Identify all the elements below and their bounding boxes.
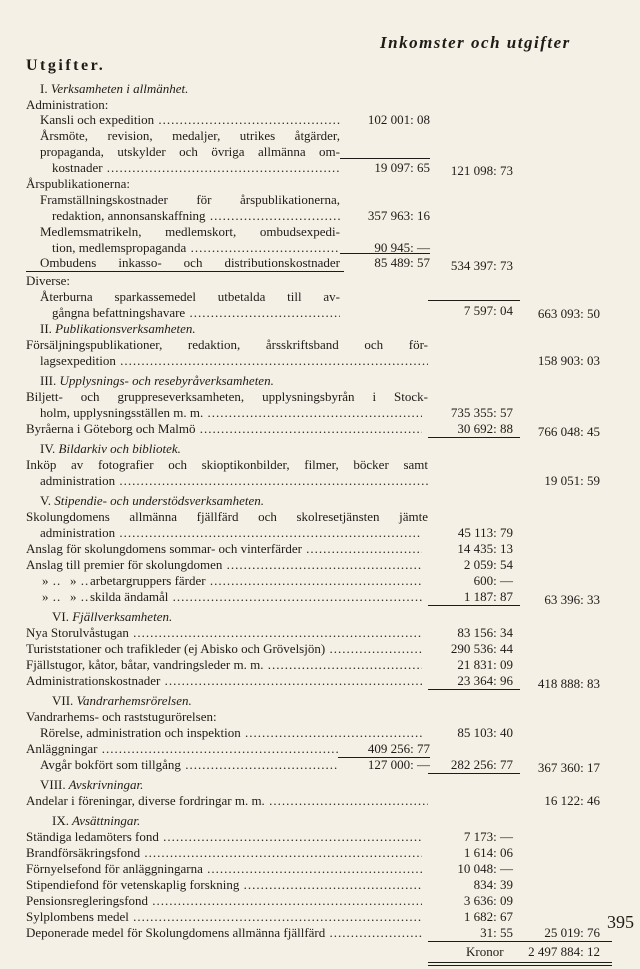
subheading-arspub: Årspublikationerna: [26, 176, 130, 191]
row-IX-1: Brandförsäkringsfond ..... 1 614: 06 [0, 845, 640, 861]
amount: 834: 39 [473, 877, 513, 892]
amount: 31: 55 [480, 925, 513, 940]
row-II-line2: lagsexpedition ..... 158 903: 03 [0, 353, 640, 369]
row-framst-line2: redaktion, annonsanskaffning ..... 357 963: 16 [0, 208, 640, 224]
rule [26, 271, 344, 272]
heading-V: V. Stipendie- och understödsverksamheten. [40, 493, 264, 508]
rule [428, 941, 612, 942]
grand-total-amount: 2 497 884: 12 [528, 944, 600, 959]
amount: 600: — [473, 573, 513, 588]
row-aterburna-line1: Återburna sparkassemedel utbetalda till av- [40, 289, 340, 304]
amount: 409 256: 77 [367, 741, 430, 756]
section-title: Utgifter. [26, 57, 106, 74]
amount: 2 059: 54 [463, 557, 513, 572]
row-arsmote-line2: propaganda, utskylder och övriga allmänna om- [40, 144, 340, 159]
row-nya: Nya Storulvåstugan ..... 83 156: 34 [0, 625, 640, 641]
row-arsmote-line1: Årsmöte, revision, medaljer, utrikes åtgärder, [40, 128, 340, 143]
amount: 14 435: 13 [457, 541, 513, 556]
total: 19 051: 59 [544, 473, 600, 488]
row-anslag2: Anslag till premier för skolungdomen ..... 2 059: 54 [0, 557, 640, 573]
heading-II: II. Publikationsverksamheten. [40, 321, 196, 336]
row-II-line1: Försäljningspublikationer, redaktion, årsskriftsband och för- [26, 337, 428, 352]
rule [428, 689, 520, 690]
grand-total-label: Kronor [466, 944, 504, 959]
row-kansli: Kansli och expedition ..... 102 001: 08 [0, 112, 640, 128]
total: 63 396: 33 [544, 592, 600, 607]
amount: 10 048: — [457, 861, 513, 876]
row-IX-3: Stipendiefond för vetenskaplig forskning ..... 834: 39 [0, 877, 640, 893]
subheading-vandrarhem: Vandrarhems- och raststugurörelsen: [26, 709, 217, 724]
page-number: 395 [607, 912, 634, 932]
net: 282 256: 77 [450, 757, 513, 772]
amount: 127 000: — [367, 757, 430, 772]
row-byraerna: Byråerna i Göteborg och Malmö ..... 30 692: 88 766 048: 45 [0, 421, 640, 437]
row-anslag1: Anslag för skolungdomens sommar- och vinterfärder ..... 14 435: 13 [0, 541, 640, 557]
row-rorelse: Rörelse, administration och inspektion ..... 85 103: 40 [0, 725, 640, 741]
heading-III: III. Upplysnings- och resebyråverksamheten. [40, 373, 274, 388]
total: 16 122: 46 [544, 793, 600, 808]
amount: 21 831: 09 [457, 657, 513, 672]
row-admin: Administrationskostnader ..... 23 364: 96 418 888: 83 [0, 673, 640, 689]
total: 418 888: 83 [537, 676, 600, 691]
amount: 19 097: 65 [374, 160, 430, 175]
row-arsmote-line3: kostnader ..... 19 097: 65 121 098: 73 [0, 160, 640, 176]
row-medlem-line2: tion, medlemspropaganda ..... 90 945: — [0, 240, 640, 256]
amount: 45 113: 79 [457, 525, 513, 540]
heading-VII: VII. Vandrarhemsrörelsen. [52, 693, 192, 708]
amount: 83 156: 34 [457, 625, 513, 640]
row-IV-line1: Inköp av fotografier och skioptikonbilder, filmer, böcker samt [26, 457, 428, 472]
heading-I: I. Verksamheten i allmänhet. [40, 81, 189, 96]
heading-IV: IV. Bildarkiv och bibliotek. [40, 441, 181, 456]
amount: 1 187: 87 [463, 589, 513, 604]
rule [340, 158, 430, 159]
row-turist: Turiststationer och trafikleder (ej Abisko och Grövelsjön) ..... 290 536: 44 [0, 641, 640, 657]
rule [428, 773, 520, 774]
row-biljett-line1: Biljett- och gruppreseverksamheten, upplysningsbyrån i Stock- [26, 389, 428, 404]
row-anlagg: Anläggningar ..... 409 256: 77 [0, 741, 640, 757]
heading-VI: VI. Fjällverksamheten. [52, 609, 173, 624]
row-skolungdom-line1: Skolungdomens allmänna fjällfärd och skolresetjänsten jämte [26, 509, 428, 524]
amount: 1 614: 06 [463, 845, 513, 860]
rule [340, 253, 430, 254]
subtotal: 121 098: 73 [450, 163, 513, 178]
subtotal: 534 397: 73 [450, 258, 513, 273]
row-IX-6: Deponerade medel för Skolungdomens allmänna fjällfärd ..... 31: 55 [0, 925, 640, 941]
amount: 735 355: 57 [450, 405, 513, 420]
rule [428, 437, 520, 438]
amount: 357 963: 16 [367, 208, 430, 223]
rule [428, 605, 520, 606]
row-arbetar: » ..... » ..... arbetargruppers färder ..... 600: — [0, 573, 640, 589]
row-VIII: Andelar i föreningar, diverse fordringar m. m. ..... 16 122: 46 [0, 793, 640, 809]
row-biljett-line2: holm, upplysningsställen m. m. ..... 735 355: 57 [0, 405, 640, 421]
amount: 1 682: 67 [463, 909, 513, 924]
row-skilda: » ..... » ..... skilda ändamål ..... 1 187: 87 63 396: 33 [0, 589, 640, 605]
subheading-administration: Administration: [26, 97, 109, 112]
row-medlem-line1: Medlemsmatrikeln, medlemskort, ombudsexpedi- [40, 224, 340, 239]
rule [338, 757, 430, 758]
total: 25 019: 76 [544, 925, 600, 940]
row-aterburna-line2: gångna befattningshavare ..... 7 597: 04 663 093: 50 [0, 305, 640, 321]
amount: 7 173: — [463, 829, 513, 844]
amount: 85 489: 57 [374, 255, 430, 270]
total: 766 048: 45 [537, 424, 600, 439]
row-IX-2: Förnyelsefond för anläggningarna ..... 10 048: — [0, 861, 640, 877]
running-head: Inkomster och utgifter [380, 33, 571, 52]
amount: 290 536: 44 [450, 641, 513, 656]
amount: 3 636: 09 [463, 893, 513, 908]
row-fjall: Fjällstugor, kåtor, båtar, vandringsleder m. m. ..... 21 831: 09 [0, 657, 640, 673]
amount: 85 103: 40 [457, 725, 513, 740]
total: 663 093: 50 [537, 306, 600, 321]
amount: 7 597: 04 [463, 303, 513, 318]
rule [428, 300, 520, 301]
row-IX-4: Pensionsregleringsfond ..... 3 636: 09 [0, 893, 640, 909]
amount: 30 692: 88 [457, 421, 513, 436]
row-IX-0: Ständiga ledamöters fond ..... 7 173: — [0, 829, 640, 845]
row-avgar: Avgår bokfört som tillgång ..... 127 000: — 282 256: 77 367 360: 17 [0, 757, 640, 773]
subheading-diverse: Diverse: [26, 273, 71, 288]
amount: 23 364: 96 [457, 673, 513, 688]
row-ombud: Ombudens inkasso- och distributionskostnader 85 489: 57 534 397: 73 [40, 255, 513, 273]
row-IX-5: Sylplombens medel ..... 1 682: 67 [0, 909, 640, 925]
heading-VIII: VIII. Avskrivningar. [40, 777, 144, 792]
grand-total-row [0, 944, 640, 960]
double-rule [428, 962, 612, 966]
row-IV-line2: administration ..... 19 051: 59 [0, 473, 640, 489]
row-framst-line1: Framställningskostnader för årspublikationerna, [40, 192, 340, 207]
amount: 102 001: 08 [367, 112, 430, 127]
amount: 90 945: — [374, 240, 430, 255]
heading-IX: IX. Avsättningar. [52, 813, 141, 828]
row-skolungdom-line2: administration ..... 45 113: 79 [0, 525, 640, 541]
total: 158 903: 03 [537, 353, 600, 368]
total: 367 360: 17 [537, 760, 600, 775]
